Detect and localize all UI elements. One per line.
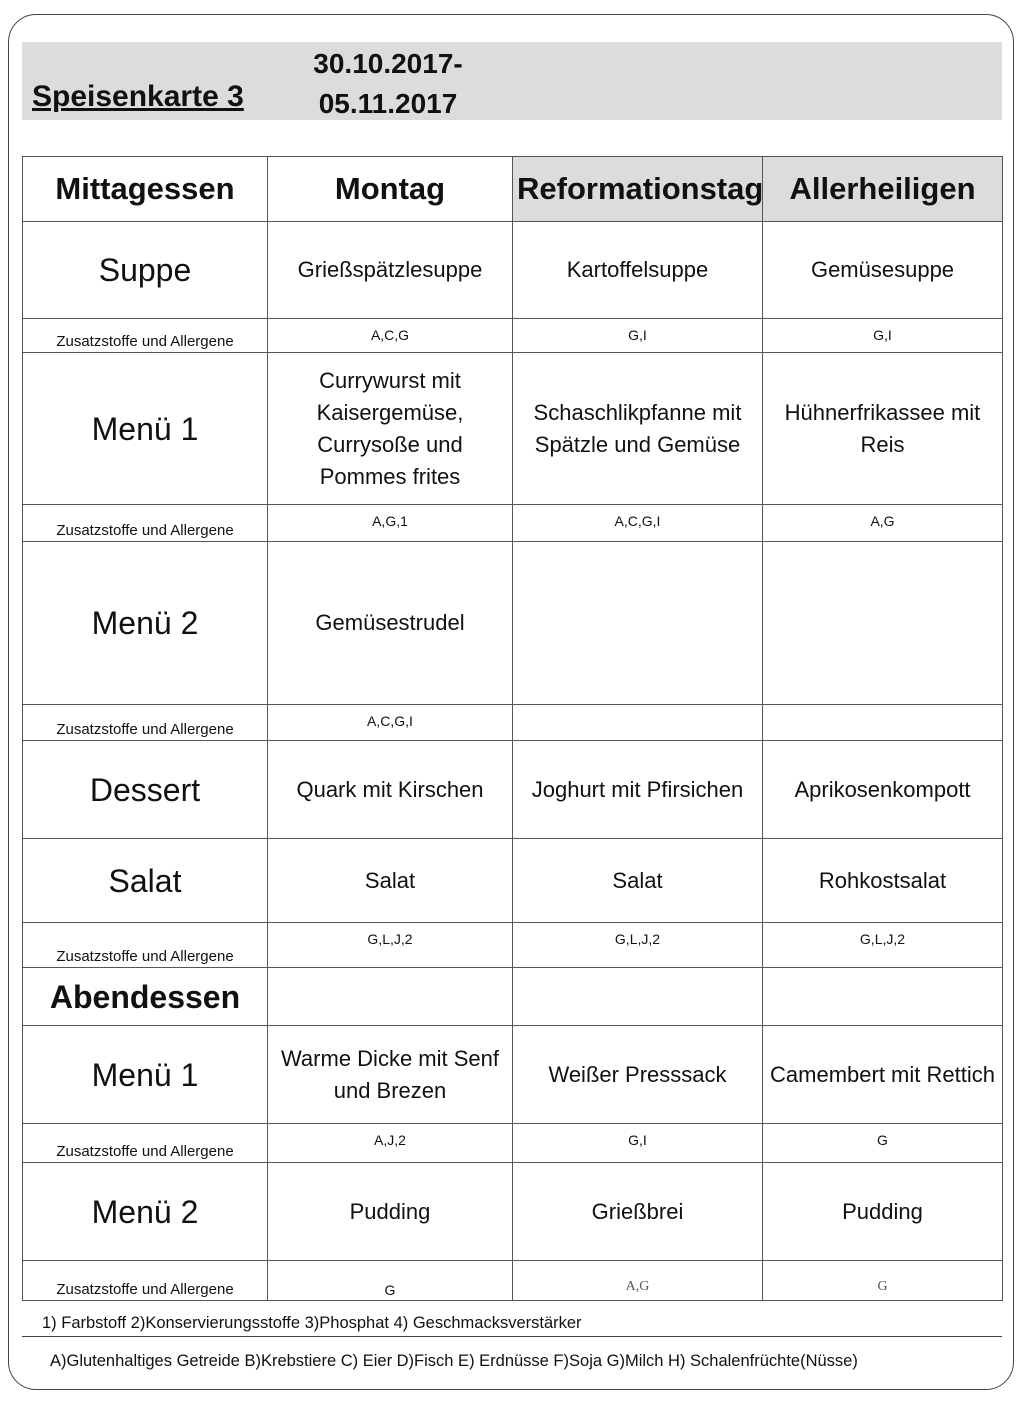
allergen-label: Zusatzstoffe und Allergene [23, 923, 268, 968]
allergen-label: Zusatzstoffe und Allergene [23, 1261, 268, 1301]
row-abend-menu2 [23, 1163, 1003, 1261]
dish-cell: Aprikosenkompott [763, 741, 1003, 839]
allergen-row [23, 1261, 1003, 1301]
dish-cell: Camembert mit Rettich [763, 1026, 1003, 1124]
dish-cell [763, 542, 1003, 705]
allergen-cell: A,C,G,I [513, 505, 763, 542]
row-abendessen-header [23, 968, 1003, 1026]
allergen-row [23, 1124, 1003, 1163]
empty-cell [513, 968, 763, 1026]
allergen-cell: G,L,J,2 [513, 923, 763, 968]
dish-cell [513, 542, 763, 705]
menu-table [22, 156, 1003, 1301]
allergen-row [23, 923, 1003, 968]
date-from: 30.10.2017- [313, 48, 463, 79]
col-header-montag: Montag [268, 157, 513, 222]
dish-cell: Salat [268, 839, 513, 923]
allergen-row [23, 705, 1003, 741]
allergen-cell: A,C,G [268, 319, 513, 353]
allergen-label: Zusatzstoffe und Allergene [23, 319, 268, 353]
row-label: Salat [23, 839, 268, 923]
abendessen-heading: Abendessen [23, 968, 268, 1026]
row-abend-menu1 [23, 1026, 1003, 1124]
allergen-cell: G,L,J,2 [763, 923, 1003, 968]
dish-cell: Gemüsesuppe [763, 222, 1003, 319]
row-label: Menü 2 [23, 1163, 268, 1261]
row-label: Menü 1 [23, 1026, 268, 1124]
row-suppe [23, 222, 1003, 319]
allergen-row [23, 505, 1003, 542]
allergen-cell: G [268, 1261, 513, 1301]
allergen-cell: G,L,J,2 [268, 923, 513, 968]
col-header-allerheiligen: Allerheiligen [763, 157, 1003, 222]
page-title: Speisenkarte 3 [32, 80, 244, 113]
dish-cell: Joghurt mit Pfirsichen [513, 741, 763, 839]
col-header-mittagessen: Mittagessen [23, 157, 268, 222]
allergen-cell [513, 705, 763, 741]
dish-cell: Rohkostsalat [763, 839, 1003, 923]
col-header-reformationstag: Reformationstag [513, 157, 763, 222]
allergen-cell: G [763, 1124, 1003, 1163]
allergen-cell [763, 705, 1003, 741]
footer-divider [22, 1336, 1002, 1337]
allergen-cell: G,I [513, 1124, 763, 1163]
dish-cell: Quark mit Kirschen [268, 741, 513, 839]
allergen-label: Zusatzstoffe und Allergene [23, 1124, 268, 1163]
row-dessert [23, 741, 1003, 839]
dish-cell: Warme Dicke mit Senf und Brezen [268, 1026, 513, 1124]
additives-legend: 1) Farbstoff 2)Konservierungsstoffe 3)Phosphat 4) Geschmacksverstärker [42, 1314, 582, 1332]
column-header-row [23, 157, 1003, 222]
dish-cell: Salat [513, 839, 763, 923]
allergen-row [23, 319, 1003, 353]
allergen-cell: A,G [513, 1261, 763, 1301]
allergen-label: Zusatzstoffe und Allergene [23, 505, 268, 542]
allergen-cell: G [763, 1261, 1003, 1301]
row-label: Suppe [23, 222, 268, 319]
allergen-cell: G,I [513, 319, 763, 353]
row-menu1 [23, 353, 1003, 505]
dish-cell: Pudding [268, 1163, 513, 1261]
allergen-cell: A,C,G,I [268, 705, 513, 741]
dish-cell: Pudding [763, 1163, 1003, 1261]
row-menu2 [23, 542, 1003, 705]
allergen-cell: A,G [763, 505, 1003, 542]
empty-cell [763, 968, 1003, 1026]
dish-cell: Grießspätzlesuppe [268, 222, 513, 319]
allergen-cell: A,J,2 [268, 1124, 513, 1163]
dish-cell: Weißer Presssack [513, 1026, 763, 1124]
dish-cell: Gemüsestrudel [268, 542, 513, 705]
empty-cell [268, 968, 513, 1026]
date-to: 05.11.2017 [318, 88, 458, 119]
dish-cell: Schaschlikpfanne mit Spätzle und Gemüse [513, 353, 763, 505]
dish-cell: Currywurst mit Kaisergemüse, Currysoße und Pommes frites [268, 353, 513, 505]
allergen-legend: A)Glutenhaltiges Getreide B)Krebstiere C) Eier D)Fisch E) Erdnüsse F)Soja G)Milch H) Schalenfrüchte(Nüsse) [50, 1352, 858, 1370]
allergen-cell: G,I [763, 319, 1003, 353]
row-label: Dessert [23, 741, 268, 839]
row-label: Menü 2 [23, 542, 268, 705]
dish-cell: Hühnerfrikassee mit Reis [763, 353, 1003, 505]
dish-cell: Kartoffelsuppe [513, 222, 763, 319]
allergen-label: Zusatzstoffe und Allergene [23, 705, 268, 741]
allergen-cell: A,G,1 [268, 505, 513, 542]
row-label: Menü 1 [23, 353, 268, 505]
dish-cell: Grießbrei [513, 1163, 763, 1261]
date-range [308, 44, 468, 124]
row-salat [23, 839, 1003, 923]
